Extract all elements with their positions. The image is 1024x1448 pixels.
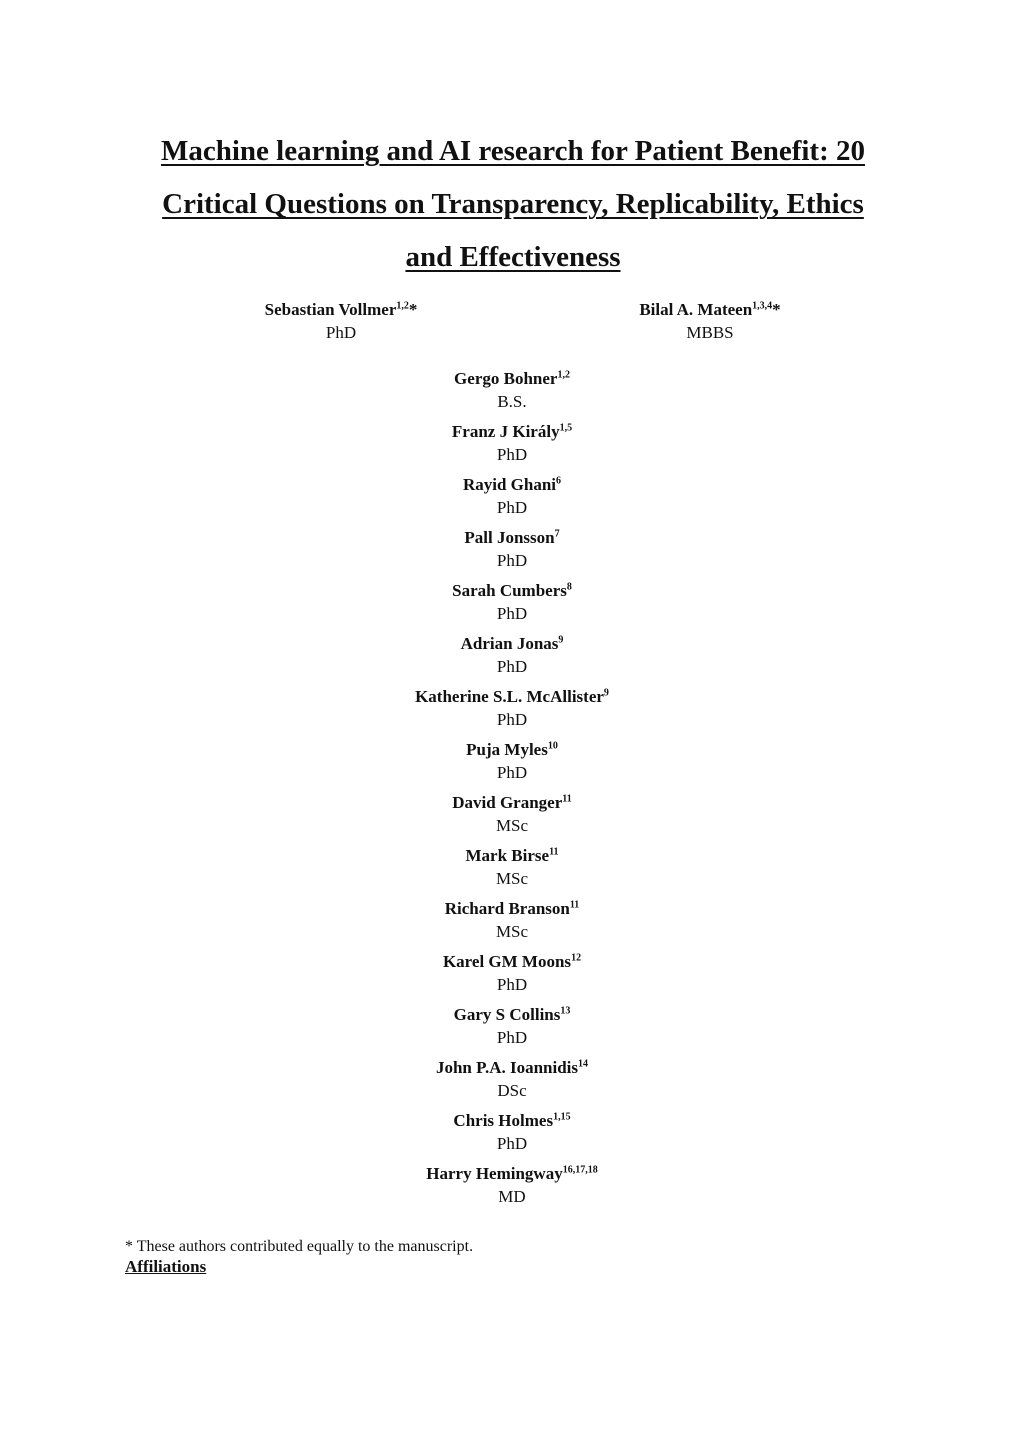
- author-name-text: John P.A. Ioannidis: [435, 1058, 579, 1077]
- author-entry: [312, 791, 712, 844]
- author-name: [312, 473, 712, 496]
- author-affiliation-number: 10: [547, 740, 558, 752]
- title-line: Machine learning and AI research for Patient Benefit: 20: [161, 135, 865, 168]
- author-name-text: Sebastian Vollmer: [264, 300, 397, 319]
- author-name: [312, 526, 712, 549]
- author-name-text: Karel GM Moons: [442, 952, 572, 971]
- author-degree: DSc: [497, 1081, 527, 1100]
- author-entry: [312, 897, 712, 950]
- author-affiliation-number: 1,5: [559, 422, 573, 434]
- author-entry: [312, 1162, 712, 1215]
- equal-contribution-mark: *: [772, 300, 781, 319]
- author-affiliation-number: 9: [558, 634, 564, 646]
- author-name: [312, 738, 712, 761]
- author-name: [312, 685, 712, 708]
- author-degree: PhD: [496, 445, 528, 464]
- author-name-text: Mark Birse: [465, 846, 550, 865]
- author-degree: PhD: [496, 551, 528, 570]
- author-entry: [312, 473, 712, 526]
- author-affiliation-number: 16,17,18: [562, 1164, 598, 1176]
- author-affiliation-number: 1,2: [557, 369, 570, 381]
- author-name: [312, 897, 712, 920]
- author-name-text: Adrian Jonas: [460, 634, 559, 653]
- author-name: [312, 632, 712, 655]
- author-name-text: Katherine S.L. McAllister: [415, 687, 604, 706]
- author-name-text: Harry Hemingway: [426, 1164, 563, 1183]
- author-degree: MSc: [495, 816, 529, 835]
- author-affiliation-number: 11: [549, 846, 559, 858]
- title-line: Critical Questions on Transparency, Replicability, Ethics: [162, 188, 864, 221]
- author-degree: MSc: [495, 869, 529, 888]
- author-entry: [312, 1056, 712, 1109]
- author-degree: PhD: [496, 657, 528, 676]
- author-affiliation-number: 11: [569, 899, 580, 911]
- author-degree: PhD: [496, 1028, 528, 1047]
- author-affiliation-number: 1,2: [396, 300, 409, 312]
- author-affiliation-number: 1,3,4: [752, 300, 773, 312]
- author-name: [312, 791, 712, 814]
- author-name: [312, 1109, 712, 1132]
- author-affiliation-number: 14: [578, 1058, 589, 1070]
- author-entry: [312, 367, 712, 420]
- author-affiliation-number: 7: [554, 528, 560, 540]
- author-entry: [312, 632, 712, 685]
- equal-contribution-footnote: * These authors contributed equally to the manuscript.: [125, 1238, 474, 1255]
- author-degree: PhD: [496, 1134, 528, 1153]
- author-name: [580, 298, 840, 321]
- author-name-text: Sarah Cumbers: [452, 581, 567, 600]
- author-name: [211, 298, 471, 321]
- author-entry: [312, 420, 712, 473]
- author-name-text: Gary S Collins: [453, 1005, 561, 1024]
- author-entry: [312, 685, 712, 738]
- lead-author: [211, 298, 471, 344]
- author-name: [312, 1162, 712, 1185]
- author-affiliation-number: 11: [562, 793, 572, 805]
- author-affiliation-number: 13: [560, 1005, 571, 1017]
- author-entry: [312, 950, 712, 1003]
- author-name-text: Franz J Király: [451, 422, 560, 441]
- author-affiliation-number: 12: [571, 952, 582, 964]
- author-name: [312, 950, 712, 973]
- page-title: [120, 125, 906, 284]
- author-entry: [312, 844, 712, 897]
- title-line: and Effectiveness: [405, 241, 621, 274]
- equal-contribution-mark: *: [408, 300, 418, 319]
- author-degree: PhD: [496, 763, 528, 782]
- author-entry: [312, 1109, 712, 1162]
- author-name-text: Rayid Ghani: [462, 475, 557, 494]
- author-name: [312, 844, 712, 867]
- author-name-text: Chris Holmes: [453, 1111, 554, 1130]
- author-degree: PhD: [325, 323, 357, 342]
- author-name-text: Puja Myles: [466, 740, 548, 759]
- lead-author: [580, 298, 840, 344]
- author-degree: MSc: [495, 922, 529, 941]
- author-entry: [312, 738, 712, 791]
- author-name: [312, 1003, 712, 1026]
- author-name-text: Richard Branson: [444, 899, 570, 918]
- author-affiliation-number: 1,15: [553, 1111, 571, 1123]
- author-degree: PhD: [496, 604, 528, 623]
- author-name-text: Pall Jonsson: [464, 528, 555, 547]
- author-affiliation-number: 9: [603, 687, 609, 699]
- affiliations-heading: Affiliations: [125, 1257, 207, 1276]
- author-degree: PhD: [496, 710, 528, 729]
- author-affiliation-number: 8: [566, 581, 572, 593]
- author-degree: MBBS: [686, 323, 734, 342]
- author-entry: [312, 579, 712, 632]
- author-entry: [312, 526, 712, 579]
- author-name: [312, 367, 712, 390]
- author-degree: PhD: [496, 498, 528, 517]
- author-name: [312, 1056, 712, 1079]
- author-name: [312, 420, 712, 443]
- author-name: [312, 579, 712, 602]
- author-name-text: David Granger: [452, 793, 563, 812]
- author-degree: PhD: [496, 975, 528, 994]
- author-degree: MD: [498, 1187, 526, 1206]
- author-degree: B.S.: [497, 392, 527, 411]
- author-entry: [312, 1003, 712, 1056]
- author-list: [312, 367, 712, 1215]
- author-name-text: Bilal A. Mateen: [639, 300, 753, 319]
- author-name-text: Gergo Bohner: [454, 369, 558, 388]
- author-affiliation-number: 6: [556, 475, 562, 487]
